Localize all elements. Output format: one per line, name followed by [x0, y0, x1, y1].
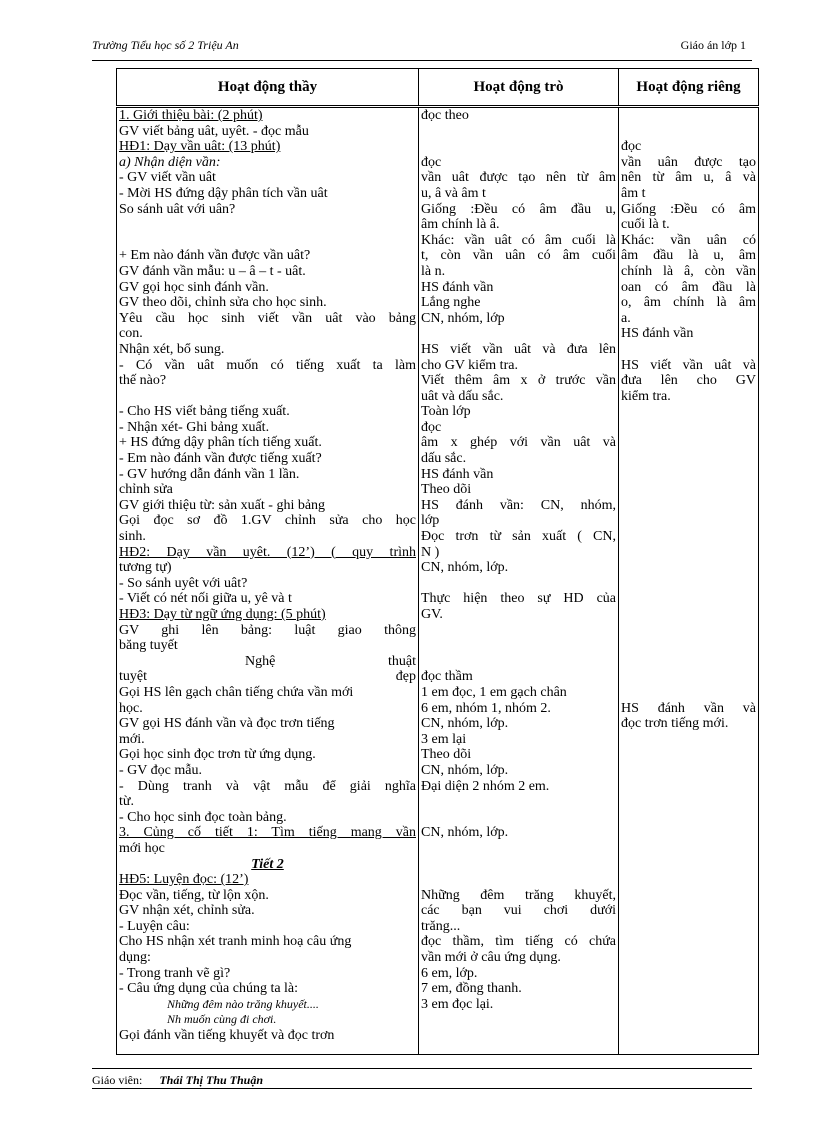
special-line	[621, 404, 756, 420]
student-line	[421, 638, 616, 654]
teacher-line: Nh muốn cùng đi chơi.	[167, 1012, 277, 1027]
teacher-line: - Mời HS đứng dậy phân tích vần uât	[119, 185, 328, 201]
special-line	[621, 669, 756, 685]
student-line: Những đêm trăng khuyết,	[421, 887, 616, 903]
special-line	[621, 108, 756, 124]
special-line: đọc	[621, 139, 642, 155]
special-line: kiểm tra.	[621, 388, 671, 404]
special-line	[621, 654, 756, 670]
teacher-line: - GV hướng dẫn đánh vần 1 lần.	[119, 466, 300, 482]
teacher-line: HĐ5: Luyện đọc: (12’)	[119, 872, 249, 888]
special-line	[621, 685, 756, 701]
special-line: nên từ âm u, â và	[621, 170, 756, 186]
teacher-line: chỉnh sửa	[119, 482, 173, 498]
student-line	[421, 326, 616, 342]
special-line	[621, 124, 756, 140]
teacher-line: mới.	[119, 731, 145, 747]
student-line: Viết thêm âm x ở trước vần	[421, 373, 616, 389]
teacher-line: - So sánh uyêt với uât?	[119, 575, 248, 591]
teacher-line: Yêu cầu học sinh viết vần uât vào bảng	[119, 310, 416, 326]
teacher-line: - Viết có nét nối giữa u, yê và t	[119, 591, 292, 607]
student-line: Đại diện 2 nhóm 2 em.	[421, 778, 550, 794]
table-header-row	[117, 69, 759, 107]
student-line	[421, 139, 616, 155]
teacher-line: Gọi học sinh đọc trơn từ ứng dụng.	[119, 747, 316, 763]
student-line: HS đánh vần: CN, nhóm,	[421, 497, 616, 513]
teacher-line: GV ghi lên bảng: luật giao thông	[119, 622, 416, 638]
special-line	[621, 545, 756, 561]
teacher-line: sinh.	[119, 529, 146, 545]
student-line: N )	[421, 544, 440, 560]
teacher-line: GV gọi HS đánh vần và đọc trơn tiếng	[119, 716, 335, 732]
header-rule	[92, 60, 752, 61]
teacher-line: 1. Giới thiệu bài: (2 phút)	[119, 108, 263, 123]
student-line: dấu sắc.	[421, 451, 467, 467]
teacher-line: So sánh uât với uân?	[119, 201, 236, 217]
special-activity-header: Hoạt động riêng	[619, 69, 759, 107]
teacher-line: GV theo dõi, chỉnh sửa cho học sinh.	[119, 295, 327, 311]
teacher-line: - Cho HS viết bảng tiếng xuất.	[119, 404, 290, 420]
special-line: Khác: vần uân có	[621, 232, 756, 248]
special-line: HS đánh vần và	[621, 700, 756, 716]
teacher-line: HĐ1: Dạy vần uât: (13 phút)	[119, 139, 281, 155]
teacher-line: Những đêm nào trăng khuyết....	[167, 996, 319, 1011]
student-activity-cell	[419, 107, 619, 1055]
document-title: Giáo án lớp 1	[680, 38, 746, 52]
student-line	[421, 810, 616, 826]
teacher-line: GV giới thiệu từ: sản xuất - ghi bảng	[119, 497, 326, 513]
teacher-line	[119, 217, 416, 233]
teacher-line: - Luyện câu:	[119, 918, 190, 934]
student-line: lớp	[421, 513, 440, 529]
special-line: HS viết vần uât và	[621, 357, 756, 373]
special-line: âm t	[621, 185, 646, 201]
student-line: 3 em đọc lại.	[421, 996, 494, 1012]
teacher-line: học.	[119, 700, 143, 716]
teacher-line: Gọi đánh vần tiếng khuyết và đọc trơn	[119, 1028, 335, 1044]
teacher-line	[119, 233, 416, 249]
special-line	[621, 342, 756, 358]
student-line	[421, 576, 616, 592]
student-line: Giống :Đều có âm đầu u,	[421, 201, 616, 217]
special-line	[621, 435, 756, 451]
teacher-line: - GV viết vần uât	[119, 170, 216, 186]
student-line: đọc	[421, 154, 442, 170]
student-line: âm x ghép với vần uât và	[421, 435, 616, 451]
teacher-line: - Nhận xét- Ghi bảng xuất.	[119, 419, 270, 435]
special-line: oan có âm đầu là	[621, 279, 756, 295]
footer-label: Giáo viên:	[92, 1073, 143, 1087]
student-line: CN, nhóm, lớp.	[421, 716, 509, 732]
teacher-line: tương tự)	[119, 560, 172, 576]
student-line	[421, 654, 616, 670]
teacher-line: Nghệ thuật	[245, 653, 416, 669]
footer-rule-top	[92, 1068, 752, 1069]
teacher-line: - Trong tranh vẽ gì?	[119, 965, 231, 981]
special-line	[621, 451, 756, 467]
special-line: Giống :Đều có âm	[621, 201, 756, 217]
student-line: HS viết vần uât và đưa lên	[421, 341, 616, 357]
teacher-line: - Câu ứng dụng của chúng ta là:	[119, 981, 299, 997]
teacher-name: Thái Thị Thu Thuận	[159, 1073, 264, 1087]
teacher-line: Tiết 2	[251, 856, 284, 872]
student-line: Toàn lớp	[421, 404, 471, 420]
special-line	[621, 482, 756, 498]
student-line: 6 em, lớp.	[421, 965, 478, 981]
teacher-line: Nhận xét, bổ sung.	[119, 341, 225, 357]
student-line: HS đánh vần	[421, 466, 494, 482]
special-line	[621, 638, 756, 654]
student-line: vần mới ở câu ứng dụng.	[421, 950, 561, 966]
student-line	[421, 124, 616, 140]
special-line: vần uân được tạo	[621, 154, 756, 170]
special-line: đọc trơn tiếng mới.	[621, 716, 729, 732]
teacher-line: Gọi HS lên gạch chân tiếng chứa vần mới	[119, 684, 354, 700]
student-line: vần uât được tạo nên từ âm	[421, 170, 616, 186]
teacher-line: băng tuyết	[119, 638, 178, 654]
student-line: đọc thầm	[421, 669, 473, 685]
teacher-line	[119, 389, 416, 405]
teacher-line: GV gọi học sinh đánh vần.	[119, 279, 269, 295]
footer-rule-bottom	[92, 1088, 752, 1089]
special-line: a.	[621, 310, 631, 326]
special-line	[621, 576, 756, 592]
special-line	[621, 560, 756, 576]
teacher-line: - Có vần uât muốn có tiếng xuất ta làm	[119, 357, 416, 373]
teacher-line: - Cho học sinh đọc toàn bảng.	[119, 809, 287, 825]
teacher-line: a) Nhận diện vần:	[119, 154, 221, 170]
student-line: Lắng nghe	[421, 295, 481, 311]
teacher-line: Đọc vần, tiếng, từ lộn xộn.	[119, 887, 269, 903]
teacher-line: con.	[119, 326, 143, 342]
school-name: Trường Tiểu học số 2 Triệu An	[92, 38, 239, 52]
student-line: cho GV kiểm tra.	[421, 357, 518, 373]
special-line	[621, 498, 756, 514]
teacher-line: HĐ2: Dạy vần uyêt. (12’) ( quy trình	[119, 544, 416, 560]
student-line: đọc theo	[421, 108, 469, 123]
student-line: Thực hiện theo sự HD của	[421, 591, 616, 607]
teacher-line: + HS đứng dậy phân tích tiếng xuất.	[119, 435, 322, 451]
teacher-line: - Dùng tranh và vật mẫu để giải nghĩa	[119, 778, 416, 794]
student-line: 3 em lại	[421, 731, 467, 747]
teacher-line: 3. Củng cố tiết 1: Tìm tiếng mang vần	[119, 825, 416, 841]
teacher-line: GV nhận xét, chỉnh sửa.	[119, 903, 255, 919]
student-line: t, còn vần uân có âm cuối	[421, 248, 616, 264]
teacher-line: mới học	[119, 840, 165, 856]
special-line: HS đánh vần	[621, 326, 694, 342]
student-line	[421, 794, 616, 810]
student-line: Khác: vần uât có âm cuối là	[421, 232, 616, 248]
teacher-line: Gọi đọc sơ đồ 1.GV chỉnh sửa cho học	[119, 513, 416, 529]
teacher-activity-header: Hoạt động thầy	[117, 69, 419, 107]
student-line	[421, 623, 616, 639]
lesson-plan-table	[116, 68, 759, 1055]
teacher-line: tuyệt đẹp	[119, 669, 416, 685]
special-line	[621, 591, 756, 607]
special-line: âm đầu là u, âm	[621, 248, 756, 264]
student-line: HS đánh vần	[421, 279, 494, 295]
student-line: CN, nhóm, lớp	[421, 310, 505, 326]
student-line	[421, 857, 616, 873]
special-activity-cell	[619, 107, 759, 1055]
teacher-line: GV viết bảng uât, uyêt. - đọc mẫu	[119, 123, 309, 139]
teacher-line: GV đánh vần mẫu: u – â – t - uât.	[119, 263, 306, 279]
special-line: chính là â, còn vần	[621, 263, 756, 279]
student-line: trăng...	[421, 918, 461, 934]
table-body-row	[117, 107, 759, 1055]
special-line	[621, 529, 756, 545]
student-line: uât và dấu sắc.	[421, 388, 504, 404]
student-line	[421, 841, 616, 857]
teacher-line: HĐ3: Dạy từ ngữ ứng dụng: (5 phút)	[119, 607, 326, 622]
student-line: CN, nhóm, lớp.	[421, 762, 509, 778]
teacher-line: - GV đọc mẫu.	[119, 762, 202, 778]
student-line: Theo dõi	[421, 747, 472, 763]
teacher-activity-cell	[117, 107, 419, 1055]
student-line: âm chính là â.	[421, 217, 500, 233]
student-line: GV.	[421, 607, 443, 622]
student-line: đọc thầm, tìm tiếng có chứa	[421, 934, 616, 950]
teacher-line: dụng:	[119, 950, 151, 966]
student-line: Theo dõi	[421, 482, 472, 498]
student-line	[421, 872, 616, 888]
teacher-line: từ.	[119, 794, 134, 810]
student-line: đọc	[421, 419, 442, 435]
student-line: CN, nhóm, lớp.	[421, 825, 509, 841]
student-line: Đọc trơn từ sản xuất ( CN,	[421, 529, 616, 545]
student-line: các bạn vui chơi dưới	[421, 903, 616, 919]
teacher-line: Cho HS nhận xét tranh minh hoạ câu ứng	[119, 934, 352, 950]
special-line	[621, 623, 756, 639]
page-footer	[92, 1073, 263, 1088]
student-line: 6 em, nhóm 1, nhóm 2.	[421, 700, 551, 716]
special-line: đưa lên cho GV	[621, 373, 756, 389]
special-line	[621, 420, 756, 436]
teacher-line: - Em nào đánh vần được tiếng xuất?	[119, 451, 322, 467]
special-line: cuối là t.	[621, 217, 670, 233]
page-header	[92, 38, 752, 58]
student-line: CN, nhóm, lớp.	[421, 560, 509, 576]
teacher-line: + Em nào đánh vần được vần uât?	[119, 248, 311, 264]
student-line: u, â và âm t	[421, 185, 486, 201]
student-line: 1 em đọc, 1 em gạch chân	[421, 684, 567, 700]
teacher-line: thế nào?	[119, 373, 167, 389]
special-line: o, âm chính là âm	[621, 295, 756, 311]
student-line: là n.	[421, 263, 446, 279]
student-activity-header: Hoạt động trò	[419, 69, 619, 107]
special-line	[621, 467, 756, 483]
special-line	[621, 513, 756, 529]
special-line	[621, 607, 756, 623]
student-line: 7 em, đồng thanh.	[421, 981, 522, 997]
